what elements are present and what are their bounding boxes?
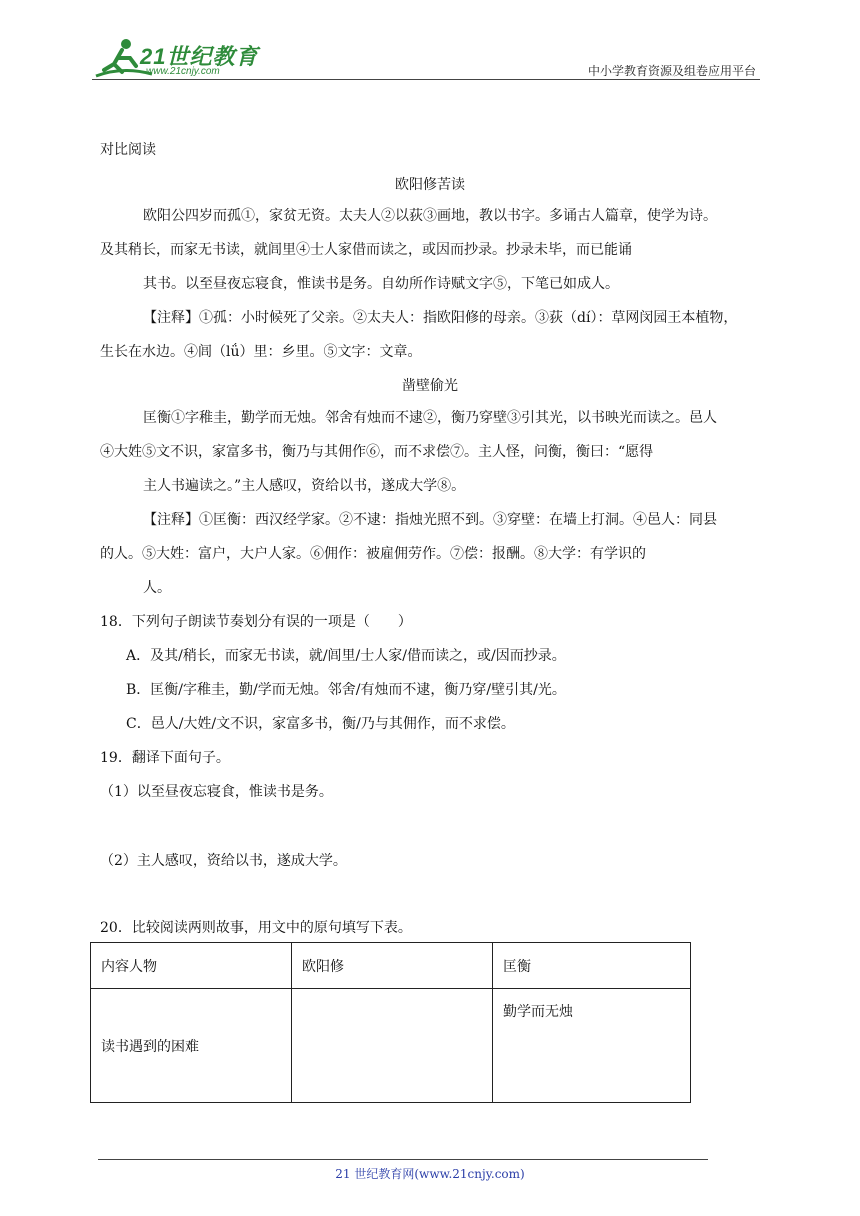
passage-1-note: 【注释】①孤：小时候死了父亲。②太夫人：指欧阳修的母亲。③荻（dí）：草网闵园王本植物， [143, 310, 738, 326]
question-18-stem: 18．下列句子朗读节奏划分有误的一项是（ ） [100, 614, 412, 630]
platform-name: 中小学教育资源及组卷应用平台 [587, 64, 756, 78]
question-19-item-1: （1）以至昼夜忘寝食，惟读书是务。 [100, 784, 333, 800]
comparison-table [90, 942, 691, 1103]
passage-2-note: 的人。⑤大姓：富户，大户人家。⑥佣作：被雇佣劳作。⑦偿：报酬。⑧大学：有学识的 [100, 546, 646, 562]
header-divider [92, 79, 760, 80]
section-title: 对比阅读 [100, 142, 156, 158]
question-19-stem: 19．翻译下面句子。 [100, 750, 230, 766]
table-header-cell: 欧阳修 [292, 943, 493, 989]
question-18-option-b: B．匡衡/字稚圭，勤/学而无烛。邻舍/有烛而不逮，衡乃穿/壁引其/光。 [126, 682, 566, 698]
logo-url: www.21cnjy.com [146, 66, 220, 77]
table-row [91, 989, 691, 1103]
question-18-option-c: C．邑人/大姓/文不识，家富多书，衡/乃与其佣作，而不求偿。 [126, 716, 515, 732]
question-19-item-2: （2）主人感叹，资给以书，遂成大学。 [100, 853, 347, 869]
table-cell: 读书遇到的困难 [91, 989, 292, 1103]
table-cell-answer[interactable] [292, 989, 493, 1103]
passage-2-line: 匡衡①字稚圭，勤学而无烛。邻舍有烛而不逮②，衡乃穿壁③引其光，以书映光而读之。邑人 [143, 410, 717, 426]
passage-1-line: 其书。以至昼夜忘寝食，惟读书是务。自幼所作诗赋文字⑤，下笔已如成人。 [143, 276, 619, 292]
question-20-stem: 20．比较阅读两则故事，用文中的原句填写下表。 [100, 920, 412, 936]
passage-2-note: 【注释】①匡衡：西汉经学家。②不逮：指烛光照不到。③穿壁：在墙上打洞。④邑人：同县 [143, 512, 717, 528]
passage-2-line: ④大姓⑤文不识，家富多书，衡乃与其佣作⑥，而不求偿⑦。主人怪，问衡，衡曰：“愿得 [100, 444, 654, 460]
table-cell: 勤学而无烛 [493, 989, 691, 1103]
passage-1-line: 及其稍长，而家无书读，就闾里④士人家借而读之，或因而抄录。抄录未毕，而已能诵 [100, 242, 632, 258]
passage-1-note: 生长在水边。④闾（lǘ）里：乡里。⑤文字：文章。 [100, 344, 422, 360]
logo-text: 21世纪教育 [140, 44, 259, 69]
passage-2-title: 凿壁偷光 [402, 378, 458, 394]
passage-2-note: 人。 [143, 580, 171, 596]
table-header-row [91, 943, 691, 989]
passage-1-title: 欧阳修苦读 [395, 177, 465, 193]
passage-1-line: 欧阳公四岁而孤①，家贫无资。太夫人②以荻③画地，教以书字。多诵古人篇章，使学为诗。 [143, 208, 717, 224]
table-header-cell: 内容人物 [91, 943, 292, 989]
question-18-option-a: A．及其/稍长，而家无书读，就/闾里/士人家/借而读之，或/因而抄录。 [126, 648, 566, 664]
footer-divider [98, 1159, 708, 1160]
passage-2-line: 主人书遍读之。”主人感叹，资给以书，遂成大学⑧。 [143, 478, 466, 494]
table-header-cell: 匡衡 [493, 943, 691, 989]
footer-text: 21 世纪教育网(www.21cnjy.com) [335, 1167, 525, 1181]
